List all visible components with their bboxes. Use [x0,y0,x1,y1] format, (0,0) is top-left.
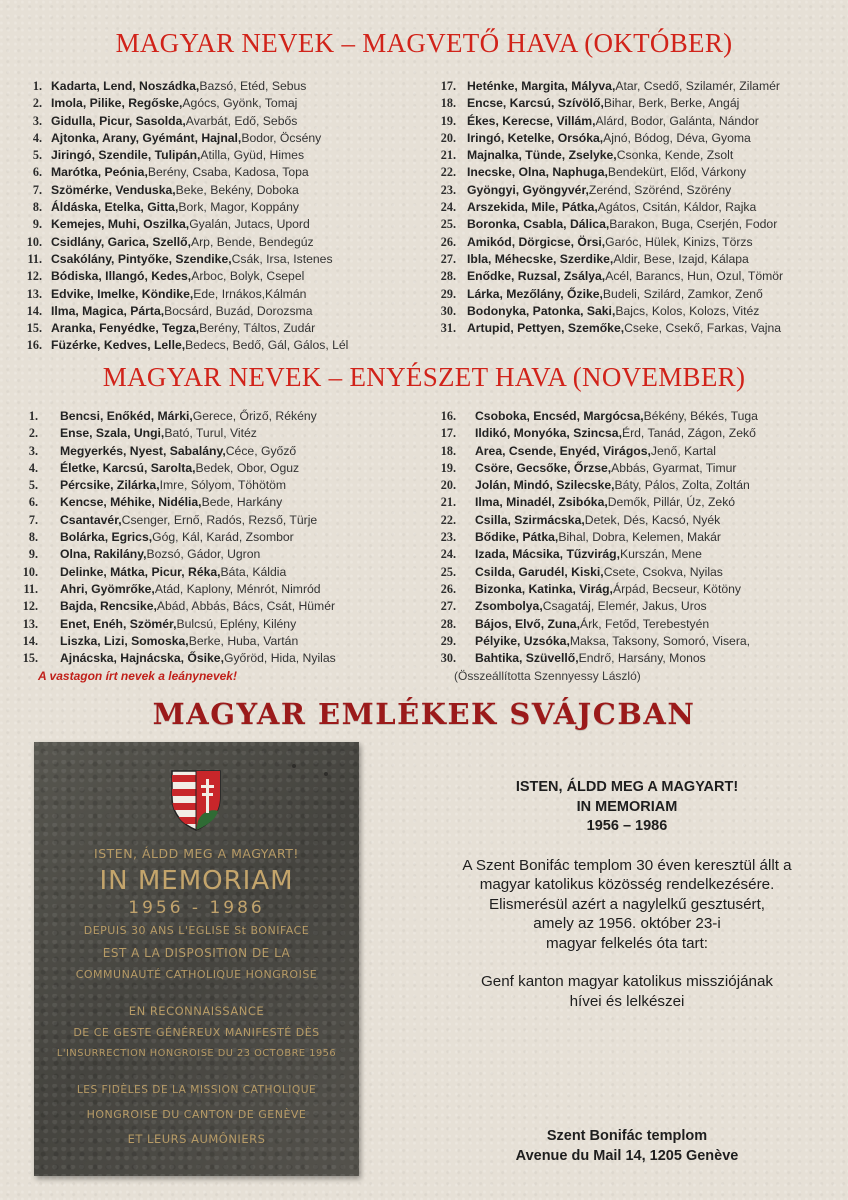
list-item: 4. Ajtonka, Arany, Gyémánt, Hajnal, Bodor, Öcsény [32,130,322,145]
inscription-heading: ISTEN, ÁLDD MEG A MAGYART! [515,779,739,795]
inscription-heading: IN MEMORIAM [576,798,678,815]
hungarian-coat-of-arms-icon [168,767,224,833]
list-item: 1. Kadarta, Lend, Noszádka, Bazsó, Etéd, Sebus [32,79,307,93]
list-item: 9. Olna, Rakilány, Bozsó, Gádor, Ugron [28,547,261,562]
list-item: 2. Imola, Pilike, Regőske, Agócs, Gyönk, Tomaj [32,96,298,111]
list-item: 25. Csilda, Garudél, Kiski, Csete, Csokva, Nyilas [440,564,723,579]
inscription-line: magyar katolikus közösség rendelkezésére. [479,876,775,893]
list-item: 6. Marótka, Peónia, Berény, Csaba, Kadosa, Topa [32,165,309,180]
list-item: 15. Aranka, Fenyédke, Tegza, Berény, Táltos, Zudár [26,321,316,336]
list-item: 24. Izada, Mácsika, Tűzvirág, Kurszán, Mene [440,547,702,562]
list-item: 11. Ahri, Gyömrőke, Atád, Kaplony, Ménrót, Nimród [23,581,321,596]
list-item: 26. Bizonka, Katinka, Virág, Árpád, Becseur, Kötöny [440,581,741,596]
list-item: 23. Bődike, Pátka, Bihal, Dobra, Kelemen, Makár [440,530,721,545]
list-item: 31. Artupid, Pettyen, Szemőke, Cseke, Csekő, Farkas, Vajna [440,321,782,336]
plaque-line: EN RECONNAISSANCE [128,1004,265,1018]
list-item: 9. Kemejes, Muhi, Oszilka, Gyalán, Jutacs, Upord [32,217,310,232]
list-item: 2. Ense, Szala, Ungi, Bató, Turul, Vitéz [28,426,257,441]
list-item: 22. Csilla, Szirmácska, Detek, Dés, Kacsó, Nyék [440,512,721,527]
list-item: 25. Boronka, Csabla, Dálica, Barakon, Buga, Cserjén, Fodor [440,217,778,232]
october-names-right [436,78,783,337]
list-item: 29. Lárka, Mezőlány, Őzike, Budeli, Szilárd, Zamkor, Zenő [440,286,763,301]
list-item: 8. Áldáska, Etelka, Gitta, Bork, Magor, Koppány [32,200,299,215]
list-item: 27. Zsombolya, Csagatáj, Elemér, Jakus, Uros [440,599,707,614]
list-item: 28. Bájos, Elvő, Zuna, Árk, Fetőd, Terebestyén [440,616,710,631]
inscription-heading: 1956 – 1986 [586,818,668,834]
list-item: 30. Bodonyka, Patonka, Saki, Bajcs, Kolos, Kolozs, Vitéz [440,303,760,318]
memorial-plaque-photo [34,742,359,1176]
church-street: Avenue du Mail 14, 1205 Genève [515,1147,739,1164]
plaque-line: DE CE GESTE GÉNÉREUX MANIFESTÉ DÈS [73,1026,320,1039]
list-item: 21. Majnalka, Tünde, Zselyke, Csonka, Kende, Zsolt [440,148,734,163]
list-item: 20. Iringó, Ketelke, Orsóka, Ajnó, Bódog, Déva, Gyoma [440,130,751,145]
list-item: 10. Csidlány, Garica, Szellő, Arp, Bende, Bendegúz [26,234,314,249]
section-title: MAGYAR EMLÉKEK SVÁJCBAN [152,697,696,731]
church-name: Szent Bonifác templom [546,1128,708,1144]
list-item: 18. Encse, Karcsú, Szívölő, Bihar, Berk, Berke, Angáj [440,96,740,111]
screw [292,764,296,768]
list-item: 22. Inecske, Olna, Naphuga, Bendekürt, Előd, Várkony [440,165,747,180]
inscription-line: Genf kanton magyar katolikus missziójának [480,973,774,990]
list-item: 14. Liszka, Lizi, Somoska, Berke, Huba, Vartán [22,633,299,648]
list-item: 7. Csantavér, Csenger, Ernő, Radós, Rezső, Türje [28,512,318,527]
plaque-line: IN MEMORIAM [99,866,294,896]
october-title: MAGYAR NEVEK – MAGVETŐ HAVA (OKTÓBER) [115,28,733,58]
list-item: 12. Bódiska, Illangó, Kedes, Arboc, Bolyk, Csepel [26,269,305,284]
plaque-line: L'INSURRECTION HONGROISE DU 23 OCTOBRE 1956 [56,1048,337,1059]
list-item: 18. Area, Csende, Enyéd, Virágos, Jenő, Kartal [440,443,716,458]
list-item: 3. Gidulla, Picur, Sasolda, Avarbát, Edő, Sebős [32,113,298,128]
list-item: 28. Enődke, Ruzsal, Zsálya, Acél, Barancs, Hun, Ozul, Tömör [440,269,784,284]
inscription-line: Elismerésül azért a nagylelkű gesztusért, [488,895,766,913]
plaque-line: DEPUIS 30 ANS L'EGLISE St BONIFACE [83,924,310,937]
list-item: 12. Bajda, Rencsike, Abád, Abbás, Bács, Csát, Hümér [22,599,336,614]
list-item: 17. Heténke, Margita, Mályva, Atar, Csedő, Szilamér, Zilamér [440,79,780,93]
church-address [437,1127,817,1166]
november-names-right [436,408,758,667]
november-names-left [22,408,336,667]
list-item: 19. Csöre, Gecsőke, Őrzse, Abbás, Gyarmat, Timur [440,460,737,475]
inscription-line: hívei és lelkészei [569,992,685,1010]
inscription-line: amely az 1956. október 23-i [533,915,721,932]
list-item: 5. Jiringó, Szendile, Tulipán, Atilla, Gyüd, Himes [32,148,305,163]
plaque-line: HONGROISE DU CANTON DE GENÈVE [86,1108,307,1121]
list-item: 14. Ilma, Magica, Párta, Bocsárd, Buzád, Dorozsma [26,303,313,318]
screw [324,772,328,776]
november-title: MAGYAR NEVEK – ENYÉSZET HAVA (NOVEMBER) [102,362,746,392]
list-item: 13. Edvike, Imelke, Köndike, Ede, Irnákos,Kálmán [26,286,307,301]
inscription-translation [437,778,817,1011]
list-item: 5. Pércsike, Zilárka, Imre, Sólyom, Töhötöm [28,478,287,493]
list-item: 29. Pélyike, Uzsóka, Maksa, Taksony, Somoró, Visera, [440,633,751,648]
list-item: 7. Szömérke, Venduska, Beke, Bekény, Doboka [32,182,299,197]
inscription-line: magyar felkelés óta tart: [545,934,709,952]
list-item: 11. Csakólány, Pintyőke, Szendike, Csák, Irsa, Istenes [27,251,333,266]
plaque-line: ET LEURS AUMÔNIERS [127,1132,266,1146]
compiler-credit: (Összeállította Szennyessy László) [454,669,641,683]
list-item: 27. Ibla, Méhecske, Szerdike, Aldir, Bese, Izajd, Kálapa [440,251,749,266]
list-item: 19. Ékes, Kerecse, Villám, Alárd, Bodor, Galánta, Nándor [440,113,759,128]
plaque-line: EST A LA DISPOSITION DE LA [102,946,291,960]
list-item: 15. Ajnácska, Hajnácska, Ősike, Győröd, Hida, Nyilas [22,651,336,666]
plaque-line: COMMUNAUTÉ CATHOLIQUE HONGROISE [75,968,318,981]
plaque-line: 1956 - 1986 [128,898,265,918]
list-item: 24. Arszekida, Mile, Pátka, Agátos, Csitán, Káldor, Rajka [440,200,757,215]
list-item: 26. Amikód, Dörgicse, Örsi, Garóc, Hülek, Kinizs, Törzs [440,234,753,249]
list-item: 13. Enet, Enéh, Szömér, Bulcsú, Eplény, Kilény [22,616,297,631]
inscription-line: A Szent Bonifác templom 30 éven keresztül állt a [462,856,792,874]
list-item: 20. Jolán, Mindó, Szilecske, Báty, Pálos, Zolta, Zoltán [440,478,750,493]
list-item: 23. Gyöngyi, Gyöngyvér, Zerénd, Szörénd, Szörény [440,182,732,197]
list-item: 1. Bencsi, Enőkéd, Márki, Gerece, Őriző, Rékény [28,409,317,423]
list-item: 16. Füzérke, Kedves, Lelle, Bedecs, Bedő, Gál, Gálos, Lél [26,338,349,353]
list-item: 10. Delinke, Mátka, Picur, Réka, Báta, Káldia [22,564,287,579]
list-item: 3. Megyerkés, Nyest, Sabalány, Céce, Győző [28,443,297,458]
list-item: 30. Bahtika, Szüvellő, Endrő, Harsány, Monos [440,651,706,666]
october-names-left [22,78,348,355]
girls-names-note: A vastagon írt nevek a leánynevek! [38,669,237,683]
list-item: 6. Kencse, Méhike, Nidélia, Bede, Harkány [28,495,283,510]
plaque-line: ISTEN, ÁLDD MEG A MAGYART! [94,846,299,861]
plaque-line: LES FIDÈLES DE LA MISSION CATHOLIQUE [76,1084,317,1096]
list-item: 8. Bolárka, Egrics, Góg, Kál, Karád, Zsombor [28,530,294,545]
list-item: 17. Ildikó, Monyóka, Szincsa, Érd, Tanád, Zágon, Zekő [440,426,756,441]
list-item: 21. Ilma, Minadél, Zsibóka, Demők, Pillár, Úz, Zekó [440,495,736,510]
list-item: 4. Életke, Karcsú, Sarolta, Bedek, Obor, Oguz [28,460,300,475]
list-item: 16. Csoboka, Encséd, Margócsa, Békény, Békés, Tuga [440,409,758,423]
